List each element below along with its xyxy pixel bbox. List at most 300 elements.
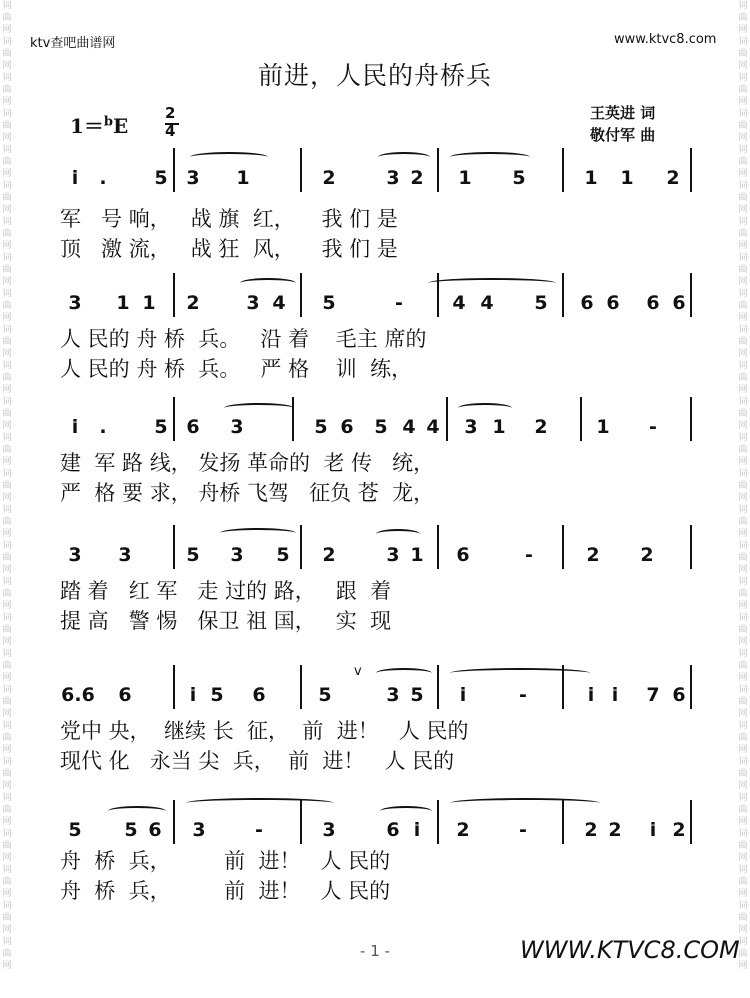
watermark-char: 网 [2,709,12,719]
bar-line [437,525,439,569]
watermark-char: 词 [738,721,748,731]
watermark-char: 词 [738,757,748,767]
note: 5 [322,292,336,314]
note: . [99,416,107,438]
note: 1 [236,167,250,189]
watermark-char: 曲 [2,481,12,491]
watermark-char: 词 [738,469,748,479]
watermark-char: 网 [2,529,12,539]
note: 6 [646,292,660,314]
note: 5 [276,544,290,566]
watermark-char: 网 [738,205,748,215]
watermark-char: 词 [2,289,12,299]
watermark-char: 网 [738,313,748,323]
slur [240,278,296,288]
watermark-char: 网 [2,457,12,467]
watermark-char: 词 [738,397,748,407]
bar-line [562,525,564,569]
watermark-char: 网 [2,601,12,611]
note: 6 [672,292,686,314]
watermark-char: 网 [738,529,748,539]
lyric-line: 舟 桥 兵， 前 进！ 人 民的 [60,879,391,903]
note: 5 [68,819,82,841]
note: - [649,416,657,438]
watermark-char: 词 [738,829,748,839]
watermark-char: 网 [2,133,12,143]
slur [378,152,430,162]
watermark-char: 曲 [2,157,12,167]
watermark-char: 词 [2,793,12,803]
lyric-line: 人 民的 舟 桥 兵。 沿 着 毛主 席的 [60,327,427,351]
watermark-char: 词 [738,613,748,623]
watermark-char: 曲 [738,949,748,959]
note: i [459,684,467,706]
watermark-char: 曲 [2,265,12,275]
lyric-line: 建 军 路 线， 发扬 革命的 老 传 统， [60,451,435,475]
note: i [71,416,79,438]
bar-line [173,273,175,317]
note: 3 [386,544,400,566]
note: 3 [246,292,260,314]
bar-line [437,665,439,709]
watermark-char: 网 [738,133,748,143]
watermark-char: 网 [738,97,748,107]
note: 2 [586,544,600,566]
note: 2 [322,167,336,189]
watermark-char: 曲 [2,733,12,743]
watermark-char: 词 [2,361,12,371]
watermark-char: 词 [2,181,12,191]
slur [458,403,512,413]
note: 1 [620,167,634,189]
watermark-char: 网 [738,781,748,791]
note: 1 [584,167,598,189]
watermark-char: 网 [738,241,748,251]
watermark-char: 网 [2,241,12,251]
watermark-char: 词 [2,865,12,875]
note: 6 [672,684,686,706]
watermark-char: 词 [738,289,748,299]
note: 4 [426,416,440,438]
watermark-char: 曲 [738,733,748,743]
watermark-char: 网 [738,61,748,71]
watermark-char: 词 [738,541,748,551]
watermark-char: 网 [738,601,748,611]
watermark-char: 网 [2,961,12,971]
watermark-char: 网 [738,673,748,683]
watermark-char: 曲 [738,697,748,707]
bar-line [446,397,448,441]
watermark-char: 词 [738,433,748,443]
watermark-char: 词 [2,1,12,11]
watermark-char: 曲 [2,877,12,887]
note: 5 [124,819,138,841]
watermark-char: 词 [738,37,748,47]
lyric-line: 人 民的 舟 桥 兵。 严 格 训 练， [60,357,413,381]
watermark-char: 曲 [2,769,12,779]
lyricist-credit: 王英进 词 [590,104,656,122]
bar-line [690,665,692,709]
lyric-line: 顶 激 流， 战 狂 风， 我 们 是 [60,237,398,261]
watermark-char: 曲 [2,517,12,527]
watermark-char: 词 [2,505,12,515]
watermark-char: 曲 [2,697,12,707]
note: 1 [410,544,424,566]
watermark-char: 词 [2,901,12,911]
watermark-char: 词 [2,397,12,407]
watermark-char: 网 [2,853,12,863]
note: 5 [154,416,168,438]
watermark-char: 网 [738,817,748,827]
watermark-char: 网 [2,169,12,179]
watermark-char: 曲 [2,841,12,851]
watermark-char: 词 [2,541,12,551]
note: i [587,684,595,706]
bar-line [690,525,692,569]
watermark-char: 词 [738,793,748,803]
header-left-site[interactable]: ktv查吧曲谱网 [30,36,116,51]
watermark-char: 网 [2,493,12,503]
watermark-char: 曲 [738,85,748,95]
note: 6 [340,416,354,438]
watermark-char: 曲 [2,661,12,671]
note: - [395,292,403,314]
note: 2 [608,819,622,841]
watermark-char: 网 [738,637,748,647]
watermark-char: 网 [2,817,12,827]
note: 5 [314,416,328,438]
note: 6 [186,416,200,438]
slur [224,403,294,413]
watermark-char: 网 [2,313,12,323]
bar-line [173,148,175,192]
watermark-char: 曲 [2,49,12,59]
watermark-char: 网 [738,457,748,467]
note: 4 [402,416,416,438]
note: 3 [386,684,400,706]
note: 2 [410,167,424,189]
note: 1 [142,292,156,314]
watermark-char: 曲 [2,13,12,23]
watermark-char: 词 [738,361,748,371]
watermark-char: 曲 [738,589,748,599]
watermark-char: 曲 [2,589,12,599]
watermark-char: 曲 [2,301,12,311]
watermark-char: 网 [738,853,748,863]
note: 2 [186,292,200,314]
note: - [255,819,263,841]
watermark-char: 曲 [2,625,12,635]
watermark-char: 曲 [2,445,12,455]
watermark-char: 词 [738,253,748,263]
watermark-char: 网 [738,565,748,575]
slur [428,278,556,288]
watermark-char: 曲 [2,553,12,563]
note: 4 [272,292,286,314]
watermark-char: 词 [2,649,12,659]
note: 2 [666,167,680,189]
breath-mark: v [354,664,362,679]
watermark-char: 曲 [2,229,12,239]
watermark-char: 网 [738,277,748,287]
watermark-char: 词 [2,325,12,335]
watermark-char: 曲 [738,49,748,59]
note: 2 [322,544,336,566]
watermark-char: 词 [2,145,12,155]
watermark-char: 词 [738,937,748,947]
watermark-char: 曲 [738,517,748,527]
watermark-char: 曲 [738,445,748,455]
watermark-char: 网 [738,421,748,431]
watermark-char: 词 [2,577,12,587]
watermark-char: 词 [738,73,748,83]
watermark-char: 网 [738,961,748,971]
note: 2 [534,416,548,438]
watermark-char: 曲 [738,841,748,851]
lyric-line: 现代 化 永当 尖 兵， 前 进！ 人 民的 [60,749,455,773]
note: 5 [534,292,548,314]
note: 7 [646,684,660,706]
bar-line [580,397,582,441]
note: . [99,167,107,189]
note: 3 [322,819,336,841]
watermark-char: 词 [2,73,12,83]
watermark-left [0,0,14,998]
watermark-char: 曲 [738,481,748,491]
slur [450,668,590,678]
watermark-char: 网 [2,637,12,647]
watermark-char: 词 [2,469,12,479]
watermark-char: 词 [2,937,12,947]
watermark-char: 词 [738,901,748,911]
composer-credit: 敬付军 曲 [590,126,656,144]
page-number: - 1 - [360,942,390,960]
watermark-char: 网 [2,61,12,71]
note: 6 [456,544,470,566]
watermark-char: 词 [2,433,12,443]
note: 2 [640,544,654,566]
note: 3 [464,416,478,438]
watermark-char: 网 [2,565,12,575]
watermark-char: 网 [738,889,748,899]
note: 6.6 [61,684,95,706]
watermark-right [736,0,750,998]
bar-line [300,148,302,192]
watermark-char: 曲 [738,625,748,635]
watermark-char: 曲 [2,85,12,95]
note: 1 [596,416,610,438]
watermark-char: 曲 [2,337,12,347]
note: 6 [148,819,162,841]
note: 6 [386,819,400,841]
bar-line [173,800,175,844]
note: 2 [584,819,598,841]
watermark-char: 网 [2,385,12,395]
note: 5 [154,167,168,189]
watermark-char: 曲 [738,805,748,815]
note: - [519,819,527,841]
watermark-char: 曲 [738,877,748,887]
watermark-char: 网 [2,925,12,935]
bar-line [300,665,302,709]
slur [380,806,432,816]
bar-line [562,273,564,317]
watermark-char: 词 [738,181,748,191]
lyric-line: 党中 央， 继续 长 征， 前 进！ 人 民的 [60,719,469,743]
bar-line [562,148,564,192]
watermark-char: 曲 [738,121,748,131]
watermark-char: 网 [738,493,748,503]
note: 6 [118,684,132,706]
note: 1 [116,292,130,314]
bar-line [173,525,175,569]
watermark-char: 曲 [738,229,748,239]
note: 3 [68,544,82,566]
note: i [189,684,197,706]
note: 5 [374,416,388,438]
note: 3 [68,292,82,314]
watermark-char: 网 [2,745,12,755]
header-right-site[interactable]: www.ktvc8.com [614,32,717,47]
watermark-char: 词 [738,685,748,695]
note: 5 [410,684,424,706]
watermark-char: 词 [2,685,12,695]
note: - [525,544,533,566]
note: i [413,819,421,841]
watermark-char: 网 [2,205,12,215]
note: 3 [230,544,244,566]
lyric-line: 舟 桥 兵， 前 进！ 人 民的 [60,849,391,873]
note: 1 [492,416,506,438]
watermark-char: 网 [2,421,12,431]
watermark-char: 曲 [2,805,12,815]
watermark-char: 曲 [738,301,748,311]
watermark-char: 词 [738,505,748,515]
note: 2 [672,819,686,841]
note: 2 [456,819,470,841]
note: 5 [210,684,224,706]
note: 3 [386,167,400,189]
watermark-char: 曲 [738,265,748,275]
note: 4 [480,292,494,314]
watermark-char: 词 [2,721,12,731]
lyric-line: 踏 着 红 军 走 过的 路， 跟 着 [60,579,392,603]
watermark-char: 词 [2,109,12,119]
watermark-char: 词 [2,217,12,227]
note: 1 [458,167,472,189]
watermark-char: 网 [738,745,748,755]
watermark-char: 网 [738,385,748,395]
note: i [649,819,657,841]
bar-line [690,397,692,441]
watermark-char: 词 [2,613,12,623]
watermark-char: 网 [2,781,12,791]
watermark-char: 曲 [738,769,748,779]
slur [376,529,420,539]
watermark-char: 词 [738,145,748,155]
bar-line [437,800,439,844]
watermark-char: 网 [738,925,748,935]
watermark-char: 词 [738,109,748,119]
bar-line [173,397,175,441]
watermark-char: 曲 [2,913,12,923]
note: 5 [186,544,200,566]
footer-logo: WWW.KTVC8.COM [520,936,740,964]
slur [220,528,296,538]
watermark-char: 曲 [738,337,748,347]
watermark-char: 网 [738,709,748,719]
watermark-char: 网 [2,349,12,359]
bar-line [690,148,692,192]
slur [376,668,432,678]
watermark-char: 曲 [2,949,12,959]
watermark-char: 词 [2,37,12,47]
watermark-char: 网 [738,349,748,359]
time-signature-bottom: 4 [165,122,176,140]
watermark-char: 曲 [2,193,12,203]
bar-line [437,148,439,192]
slur [108,806,166,816]
note: 3 [186,167,200,189]
watermark-char: 曲 [2,409,12,419]
watermark-char: 词 [738,649,748,659]
watermark-char: 曲 [738,409,748,419]
note: - [519,684,527,706]
time-signature-top: 2 [165,104,176,122]
watermark-char: 网 [2,277,12,287]
note: 6 [252,684,266,706]
watermark-char: 网 [2,673,12,683]
watermark-char: 曲 [738,553,748,563]
bar-line [173,665,175,709]
watermark-char: 曲 [2,373,12,383]
key-signature: 1＝$^b$E [70,114,129,138]
watermark-char: 词 [2,253,12,263]
watermark-char: 网 [738,25,748,35]
watermark-char: 词 [738,865,748,875]
lyric-line: 提 高 警 惕 保卫 祖 国， 实 现 [60,609,392,633]
note: 3 [118,544,132,566]
watermark-char: 词 [738,325,748,335]
lyric-line: 军 号 响， 战 旗 红， 我 们 是 [60,207,398,231]
bar-line [300,273,302,317]
watermark-char: 曲 [738,373,748,383]
watermark-char: 网 [2,889,12,899]
watermark-char: 曲 [738,13,748,23]
watermark-char: 词 [738,1,748,11]
watermark-char: 词 [738,217,748,227]
note: 5 [318,684,332,706]
watermark-char: 词 [2,757,12,767]
watermark-char: 词 [738,577,748,587]
bar-line [690,273,692,317]
watermark-char: 词 [2,829,12,839]
slur [186,798,334,808]
watermark-char: 曲 [738,157,748,167]
note: 4 [452,292,466,314]
note: i [611,684,619,706]
watermark-char: 曲 [2,121,12,131]
bar-line [300,525,302,569]
watermark-char: 网 [2,97,12,107]
watermark-char: 曲 [738,193,748,203]
note: 6 [606,292,620,314]
watermark-char: 曲 [738,913,748,923]
note: 5 [512,167,526,189]
note: 3 [230,416,244,438]
watermark-char: 曲 [738,661,748,671]
note: 3 [192,819,206,841]
